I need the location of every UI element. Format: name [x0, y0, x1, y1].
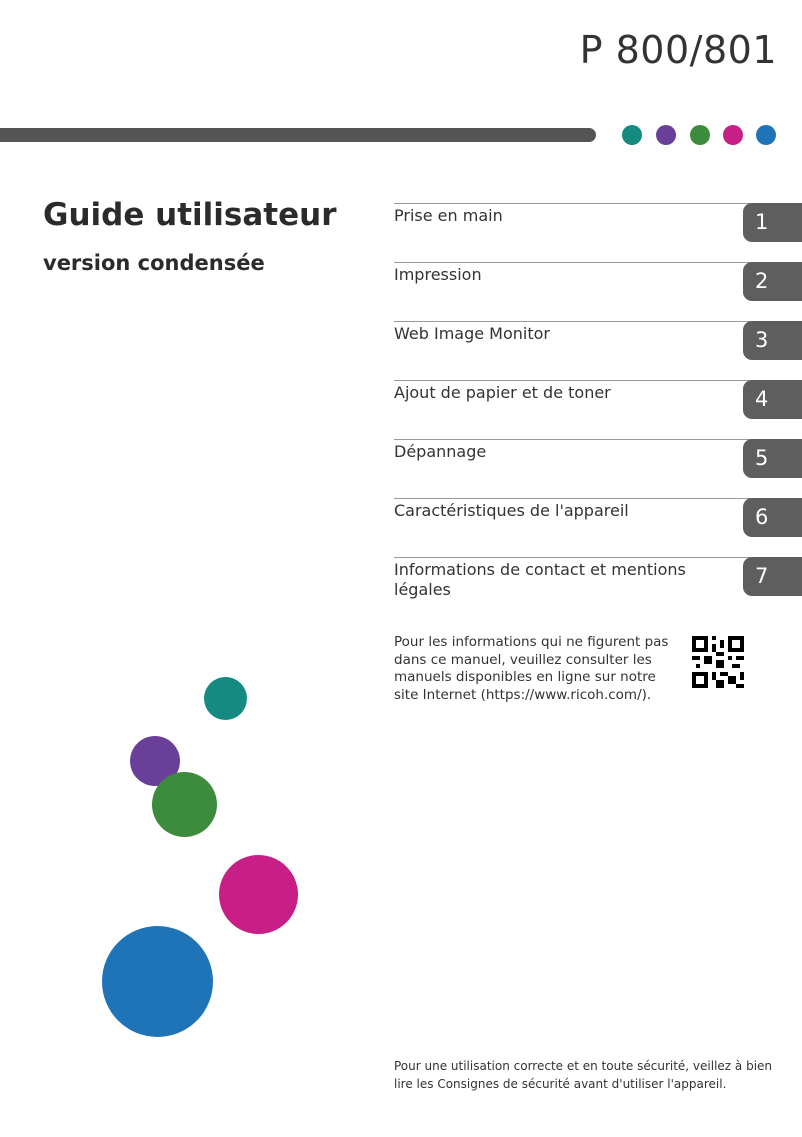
chapter-divider: [394, 557, 750, 558]
chapter-label: Informations de contact et mentions légales: [394, 560, 686, 599]
chapter-tab[interactable]: 7: [743, 557, 802, 596]
color-dot: [756, 125, 776, 145]
chapter-tab[interactable]: 4: [743, 380, 802, 419]
color-dot: [622, 125, 642, 145]
blue-circle: [102, 926, 213, 1037]
magenta-circle: [219, 855, 298, 934]
chapter-label: Impression: [394, 265, 482, 284]
color-dot: [723, 125, 743, 145]
green-circle: [152, 772, 217, 837]
chapter-item[interactable]: [394, 380, 802, 422]
chapter-divider: [394, 321, 750, 322]
chapter-tab[interactable]: 1: [743, 203, 802, 242]
chapter-item[interactable]: [394, 203, 802, 245]
chapter-tab[interactable]: 6: [743, 498, 802, 537]
teal-circle: [204, 677, 247, 720]
safety-notice: Pour une utilisation correcte et en toute sécurité, veillez à bien lire les Consignes de sécurité avant d'utiliser l'appareil.: [394, 1059, 773, 1091]
color-dot: [656, 125, 676, 145]
chapter-item[interactable]: [394, 321, 802, 363]
chapter-item[interactable]: [394, 557, 802, 599]
header-bar: [0, 128, 596, 142]
chapter-label: Ajout de papier et de toner: [394, 383, 611, 402]
chapter-item[interactable]: [394, 262, 802, 304]
model-name: P 800/801: [579, 28, 777, 72]
chapter-tab[interactable]: 5: [743, 439, 802, 478]
chapter-tab[interactable]: 2: [743, 262, 802, 301]
chapter-divider: [394, 439, 750, 440]
guide-subtitle: version condensée: [43, 251, 265, 275]
chapter-tab[interactable]: 3: [743, 321, 802, 360]
chapter-label: Prise en main: [394, 206, 503, 225]
chapter-divider: [394, 380, 750, 381]
chapter-item[interactable]: [394, 498, 802, 540]
guide-title: Guide utilisateur: [43, 197, 337, 233]
qr-code-icon[interactable]: [692, 636, 744, 688]
chapter-divider: [394, 203, 750, 204]
chapter-label: Web Image Monitor: [394, 324, 550, 343]
chapter-item[interactable]: [394, 439, 802, 481]
chapter-label: Dépannage: [394, 442, 487, 461]
chapter-label: Caractéristiques de l'appareil: [394, 501, 629, 520]
online-manuals-note: Pour les informations qui ne figurent pas dans ce manuel, veuillez consulter les manuels disponibles en ligne sur notre site Internet (https://www.ricoh.com/).: [394, 634, 669, 703]
color-dot: [690, 125, 710, 145]
chapter-divider: [394, 262, 750, 263]
chapter-divider: [394, 498, 750, 499]
